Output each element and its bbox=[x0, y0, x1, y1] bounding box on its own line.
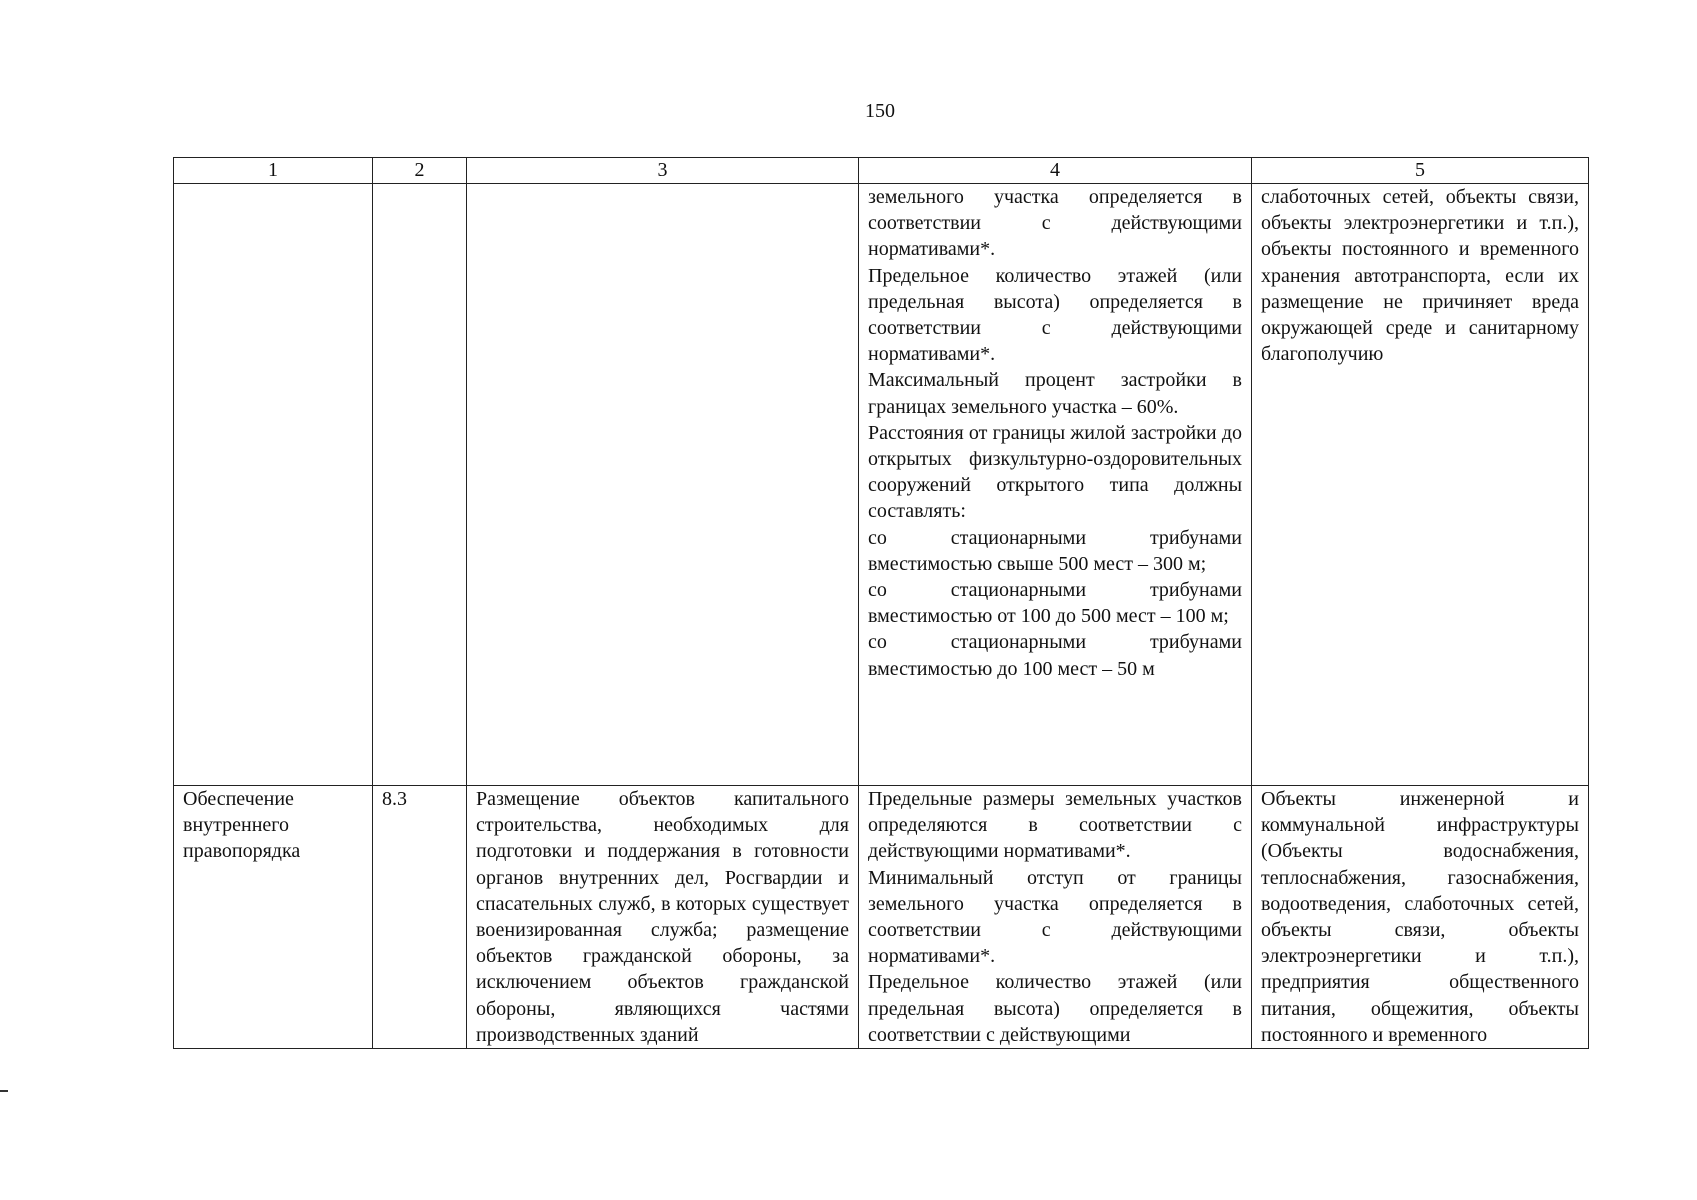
column-header: 4 bbox=[859, 158, 1252, 184]
page-number: 150 bbox=[865, 100, 895, 122]
column-header: 5 bbox=[1252, 158, 1589, 184]
cell-code bbox=[373, 786, 467, 1049]
margin-mark bbox=[0, 1090, 8, 1092]
cell-parameters bbox=[859, 786, 1252, 1049]
paragraph: со стационарными трибунами вместимостью до 100 мест – 50 м bbox=[868, 631, 1242, 680]
table-header-row bbox=[174, 158, 1589, 184]
cell-description bbox=[467, 184, 859, 786]
paragraph: Предельное количество этажей (или предельная высота) определяется в соответствии с действующими нормативами*. bbox=[868, 264, 1242, 366]
cell-auxiliary-uses bbox=[1252, 786, 1589, 1049]
paragraph: Максимальный процент застройки в границах земельного участка – 60%. bbox=[868, 369, 1242, 418]
table-row bbox=[174, 184, 1589, 786]
paragraph: Размещение объектов капитального строительства, необходимых для подготовки и поддержания в готовности органов внутренних дел, Росгвардии и спасательных служб, в которых существует военизированная служба; размещение объектов гражданской обороны, за исключением объектов гражданской обороны, являющихся частями производственных зданий bbox=[476, 788, 849, 1046]
paragraph: слаботочных сетей, объекты связи, объекты электроэнергетики и т.п.), объекты постоянного и временного хранения автотранспорта, если их размещение не причиняет вреда окружающей среде и санитарному благополучию bbox=[1261, 186, 1579, 366]
regulations-table bbox=[173, 157, 1589, 1049]
cell-activity-name bbox=[174, 184, 373, 786]
cell-code bbox=[373, 184, 467, 786]
paragraph: Расстояния от границы жилой застройки до открытых физкультурно-оздоровительных сооружений открытого типа должны составлять: bbox=[868, 421, 1242, 523]
table-row bbox=[174, 786, 1589, 1049]
paragraph: Объекты инженерной и коммунальной инфраструктуры (Объекты водоснабжения, теплоснабжения, газоснабжения, водоотведения, слаботочных сетей, объекты связи, объекты электроэнергетики и т.п.), предприятия общественного питания, общежития, объекты постоянного и временного bbox=[1261, 788, 1579, 1046]
column-header: 2 bbox=[373, 158, 467, 184]
column-header: 1 bbox=[174, 158, 373, 184]
paragraph: Предельное количество этажей (или предельная высота) определяется в соответствии с действующими bbox=[868, 971, 1242, 1046]
paragraph: Предельные размеры земельных участков определяются в соответствии с действующими нормативами*. bbox=[868, 788, 1242, 863]
cell-auxiliary-uses bbox=[1252, 184, 1589, 786]
paragraph: со стационарными трибунами вместимостью от 100 до 500 мест – 100 м; bbox=[868, 579, 1242, 628]
paragraph: со стационарными трибунами вместимостью свыше 500 мест – 300 м; bbox=[868, 526, 1242, 575]
cell-parameters bbox=[859, 184, 1252, 786]
paragraph: Обеспечение внутреннего правопорядка bbox=[183, 788, 301, 863]
cell-activity-name bbox=[174, 786, 373, 1049]
cell-description bbox=[467, 786, 859, 1049]
paragraph: 8.3 bbox=[382, 788, 407, 810]
paragraph: земельного участка определяется в соответствии с действующими нормативами*. bbox=[868, 186, 1242, 261]
column-header: 3 bbox=[467, 158, 859, 184]
paragraph: Минимальный отступ от границы земельного участка определяется в соответствии с действующими нормативами*. bbox=[868, 866, 1242, 968]
